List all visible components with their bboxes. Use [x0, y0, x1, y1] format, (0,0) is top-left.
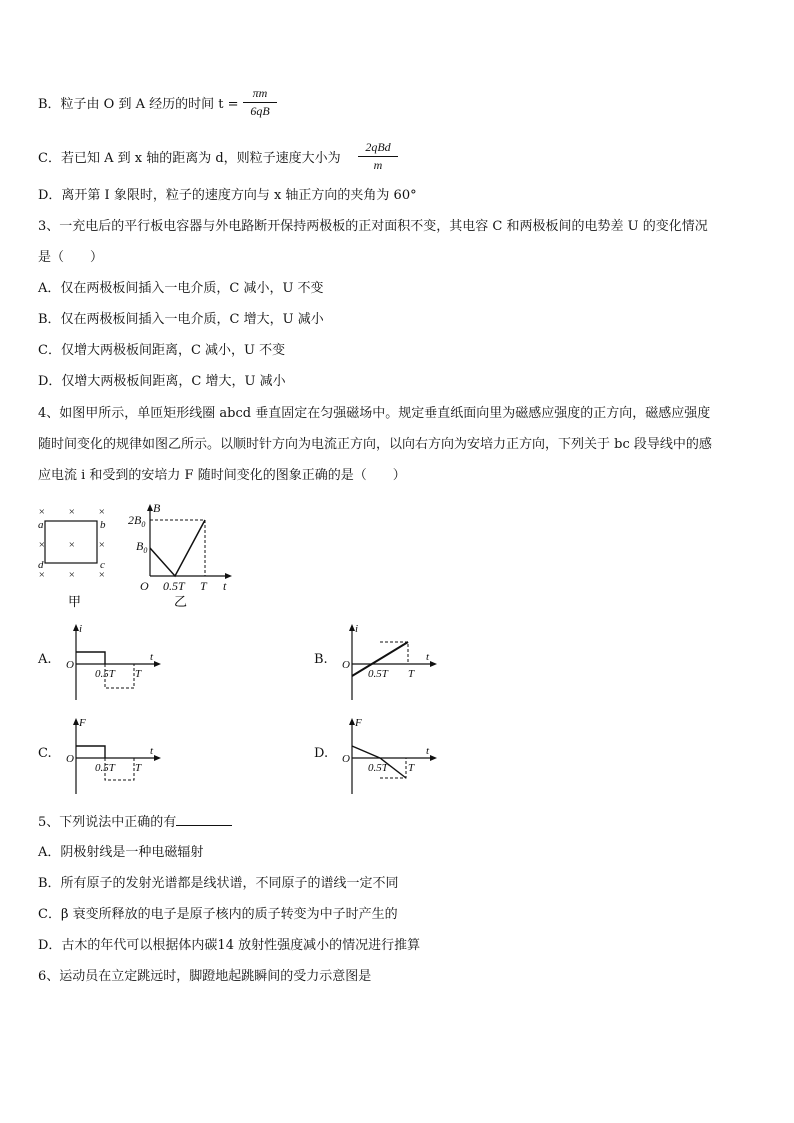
graph-label-t-period: T [408, 668, 415, 680]
q2-option-c [38, 150, 341, 168]
q5-option-a: A．阴极射线是一种电磁辐射 [38, 845, 204, 860]
q4-option-b-graph [338, 622, 448, 704]
graph-label-o: O [66, 659, 74, 671]
graph-label-half: 0.5T [368, 762, 388, 774]
q4-option-a-label: A. [38, 652, 52, 667]
yi-label-2b0: $2B_0$ [128, 513, 146, 529]
q3-stem-line2: 是（ ） [38, 250, 104, 265]
field-mark: × [98, 539, 106, 551]
graph-label-o: O [342, 753, 350, 765]
q2-option-b-fraction [243, 86, 277, 119]
graph-t-arrow [154, 661, 161, 667]
yi-label-t-axis: t [223, 579, 227, 593]
q4-option-d-graph [338, 716, 448, 798]
graph-label-half: 0.5T [368, 668, 388, 680]
q3-option-b: B．仅在两极板间插入一电介质，C 增大，U 减小 [38, 312, 324, 327]
graph-line-first-half [352, 746, 380, 758]
field-mark: × [98, 569, 106, 581]
q3-stem-line1: 3、一充电后的平行板电容器与外电路断开保持两极板的正对面积不变，其电容 C 和两极板间的电势差 U 的变化情况 [38, 219, 708, 234]
graph-label-t-axis: t [150, 651, 154, 663]
coil-label-d: d [38, 559, 44, 571]
figure-yi-graph [125, 502, 245, 612]
field-mark: × [98, 506, 106, 518]
graph-label-t-axis: t [426, 745, 430, 757]
q4-stem-line2: 随时间变化的规律如图乙所示。以顺时针方向为电流正方向，以向右方向为安培力正方向，下列关于 bc 段导线中的感 [38, 437, 712, 452]
graph-label-t-period: T [135, 668, 142, 680]
graph-label-t-axis: t [150, 745, 154, 757]
graph-label-t-period: T [408, 762, 415, 774]
q4-option-b-label: B. [314, 652, 328, 667]
q4-stem-line3: 应电流 i 和受到的安培力 F 随时间变化的图象正确的是（ ） [38, 468, 406, 483]
yi-label-b0: $B_0$ [136, 539, 148, 555]
q2-option-b [38, 96, 239, 114]
field-mark: × [68, 539, 76, 551]
graph-label-f: F [355, 717, 362, 729]
q3-option-d: D．仅增大两极板间距离，C 增大，U 减小 [38, 374, 286, 389]
coil-label-a: a [38, 519, 44, 531]
figure-jia-coil [30, 502, 120, 612]
graph-label-half: 0.5T [95, 668, 115, 680]
graph-segment-positive [76, 746, 105, 758]
yi-label-half: 0.5T [163, 579, 185, 593]
q4-option-c-label: C. [38, 746, 52, 761]
yi-b-curve [150, 520, 205, 576]
graph-label-f: F [79, 717, 86, 729]
q4-option-d-label: D. [314, 746, 329, 761]
answer-blank[interactable] [176, 813, 232, 826]
coil-label-b: b [100, 519, 106, 531]
fraction-numerator: πm [252, 86, 268, 100]
q3-option-c: C．仅增大两极板间距离，C 减小，U 不变 [38, 343, 286, 358]
q2-option-c-text: C．若已知 A 到 x 轴的距离为 d，则粒子速度大小为 [38, 151, 341, 166]
field-mark: × [38, 569, 46, 581]
q5-option-b: B．所有原子的发射光谱都是线状谱，不同原子的谱线一定不同 [38, 876, 399, 891]
q4-option-a-graph [62, 622, 172, 704]
q6-stem: 6、运动员在立定跳远时，脚蹬地起跳瞬间的受力示意图是 [38, 969, 372, 984]
field-mark: × [68, 569, 76, 581]
graph-label-i: i [355, 623, 359, 635]
graph-t-arrow [430, 755, 437, 761]
graph-label-o: O [66, 753, 74, 765]
graph-label-half: 0.5T [95, 762, 115, 774]
fraction-numerator: 2qBd [365, 140, 391, 154]
yi-label-t-period: T [200, 579, 207, 593]
q5-stem-text: 5、下列说法中正确的有 [38, 815, 177, 830]
yi-label-b: B [153, 502, 161, 515]
q2-option-d: D．离开第 I 象限时，粒子的速度方向与 x 轴正方向的夹角为 60° [38, 188, 417, 203]
field-mark: × [38, 506, 46, 518]
q2-option-c-fraction [358, 140, 398, 173]
fraction-denominator: 6qB [250, 104, 270, 118]
q4-stem-line1: 4、如图甲所示，单匝矩形线圈 abcd 垂直固定在匀强磁场中。规定垂直纸面向里为磁感应强度的正方向，磁感应强度 [38, 406, 711, 421]
field-mark: × [38, 539, 46, 551]
figure-yi-caption: 乙 [174, 594, 188, 609]
q5-option-c: C．β 衰变所释放的电子是原子核内的质子转变为中子时产生的 [38, 907, 398, 922]
field-mark: × [68, 506, 76, 518]
q5-option-d: D．古木的年代可以根据体内碳14 放射性强度减小的情况进行推算 [38, 938, 421, 953]
graph-label-i: i [79, 623, 83, 635]
graph-t-arrow [430, 661, 437, 667]
q5-stem [38, 813, 232, 832]
fraction-denominator: m [373, 158, 383, 172]
graph-label-t-period: T [135, 762, 142, 774]
graph-label-t-axis: t [426, 651, 430, 663]
q4-option-c-graph [62, 716, 172, 798]
q3-option-a: A．仅在两极板间插入一电介质，C 减小，U 不变 [38, 281, 324, 296]
q2-option-b-text: B．粒子由 O 到 A 经历的时间 t = [38, 97, 239, 112]
graph-label-o: O [342, 659, 350, 671]
coil-label-c: c [100, 559, 105, 571]
graph-t-arrow [154, 755, 161, 761]
figure-jia-caption: 甲 [68, 594, 82, 609]
graph-segment-positive [76, 652, 105, 664]
yi-label-o: O [140, 579, 149, 593]
